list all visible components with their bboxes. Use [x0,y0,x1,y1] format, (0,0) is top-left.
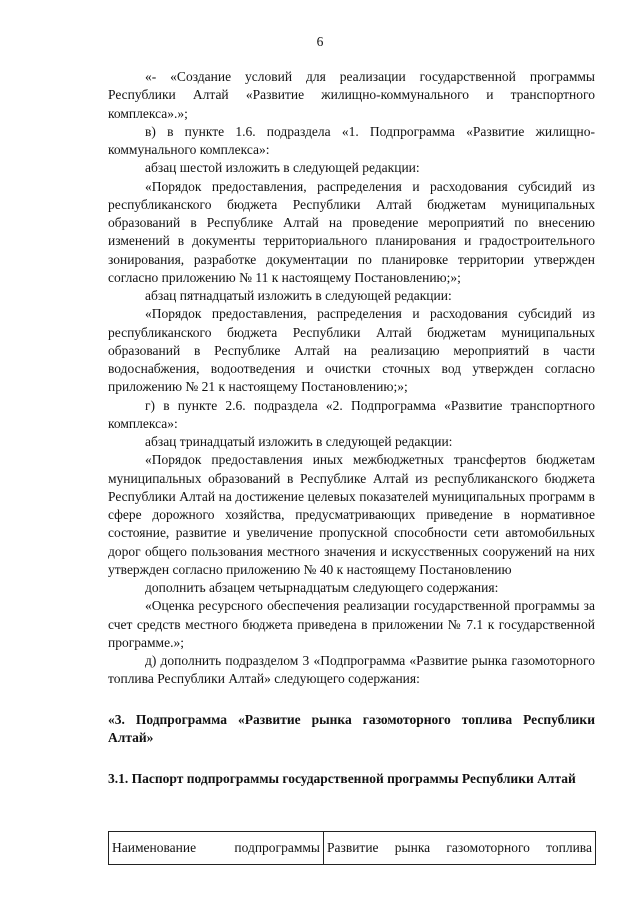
table-cell-label: Наименование подпрограммы [109,832,324,865]
paragraph: дополнить абзацем четырнадцатым следующего содержания: [145,580,499,595]
paragraph: д) дополнить подразделом 3 «Подпрограмма «Развитие рынка газомоторного топлива Республики Алтай» следующего содержания: [108,653,595,687]
paragraph: абзац тринадцатый изложить в следующей редакции: [145,434,453,449]
page-number: 6 [316,34,324,49]
table-cell-value: Развитие рынка газомоторного топлива [324,832,596,865]
table-row [109,832,596,865]
paragraph: в) в пункте 1.6. подраздела «1. Подпрограмма «Развитие жилищно-коммунального комплекса»: [108,123,595,157]
passport-heading: 3.1. Паспорт подпрограммы государственной программы Республики Алтай [108,770,576,786]
passport-table [108,831,596,865]
paragraph: «Порядок предоставления, распределения и расходования субсидий из республиканского бюджета Республики Алтай бюджетам муниципальных образований в Республике Алтай на реализацию мероприятий в части водоснабжения, водоотведения и очистки сточных вод утвержден согласно приложению № 21 к настоящему Постановлению;»; [108,306,595,395]
paragraph: абзац пятнадцатый изложить в следующей редакции: [145,288,452,303]
document-body [108,68,595,788]
paragraph: г) в пункте 2.6. подраздела «2. Подпрограмма «Развитие транспортного комплекса»: [108,397,595,431]
paragraph: «Порядок предоставления иных межбюджетных трансфертов бюджетам муниципальных образований в Республике Алтай из республиканского бюджета Республики Алтай на достижение целевых показателей муниципальных программ в сфере дорожного хозяйства, предусматривающих приведение в нормативное состояние, развитие и увеличение пропускной способности сети автомобильных дорог общего пользования местного значения и искусственных сооружений на них утвержден согласно приложению № 40 к настоящему Постановлению [108,452,595,577]
paragraph: абзац шестой изложить в следующей редакции: [145,160,420,176]
paragraph: «Оценка ресурсного обеспечения реализации государственной программы за счет средств местного бюджета приведена в приложении № 7.1 к государственной программе.»; [108,598,595,650]
subprogram-heading: «3. Подпрограмма «Развитие рынка газомоторного топлива Республики Алтай» [108,711,595,745]
paragraph: «- «Создание условий для реализации государственной программы Республики Алтай «Развитие жилищно-коммунального и транспортного комплекса».»; [108,69,595,121]
paragraph: «Порядок предоставления, распределения и расходования субсидий из республиканского бюджета Республики Алтай бюджетам муниципальных образований в Республике Алтай на проведение мероприятий по внесению изменений в документы территориального планирования и градостроительного зонирования, разработке документации по планировке территории утвержден согласно приложению № 11 к настоящему Постановлению;»; [108,178,595,285]
